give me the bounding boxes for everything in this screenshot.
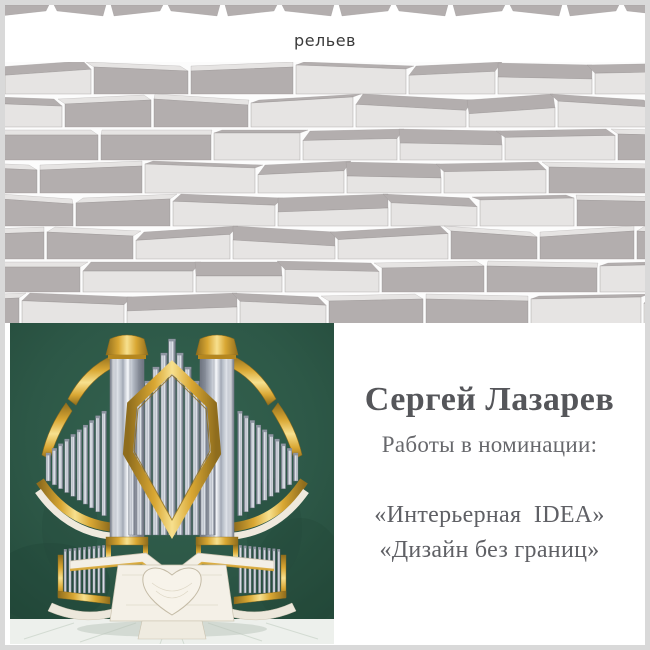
relief-label: рельев [294, 30, 356, 50]
nomination-item: «Интерьерная IDEA» [374, 502, 605, 529]
artist-panel [334, 323, 645, 644]
nomination-subtitle: Работы в номинации: [381, 432, 598, 458]
artist-name: Сергей Лазарев [364, 381, 615, 418]
top-brick-strip [5, 5, 645, 18]
bottom-section [5, 323, 645, 644]
organ-illustration [10, 323, 334, 644]
title-band [5, 18, 645, 62]
relief-pattern [5, 62, 645, 323]
nomination-item: «Дизайн без границ» [379, 537, 600, 564]
nominations-list [374, 498, 604, 568]
organ-illustration-wrap [10, 323, 334, 644]
